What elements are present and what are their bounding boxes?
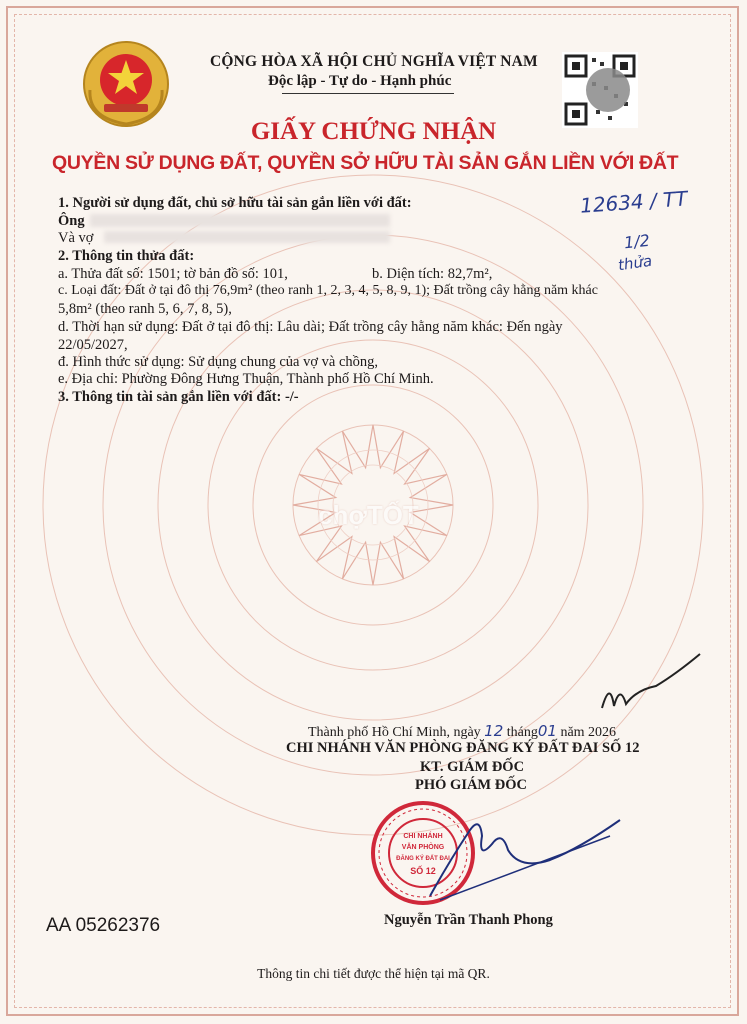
motto-underline: [282, 93, 454, 94]
qr-code-icon[interactable]: [562, 52, 638, 128]
motto-heading: Độc lập - Tự do - Hạnh phúc: [268, 73, 452, 89]
section1-heading: 1. Người sử dụng đất, chủ sở hữu tài sản gắn liền với đất:: [58, 195, 412, 211]
signer-name: Nguyễn Trần Thanh Phong: [384, 912, 553, 928]
footer-note: Thông tin chi tiết được thể hiện tại mã QR.: [257, 966, 490, 981]
section2-heading: 2. Thông tin thửa đất:: [58, 248, 195, 264]
svg-text:VĂN PHÒNG: VĂN PHÒNG: [401, 844, 445, 851]
owner-name-redacted: [90, 214, 390, 227]
office-name: CHI NHÁNH VĂN PHÒNG ĐĂNG KÝ ĐẤT ĐAI SỐ 12: [286, 740, 640, 756]
svg-text:SỐ 12: SỐ 12: [410, 866, 436, 876]
country-heading: CỘNG HÒA XÃ HỘI CHỦ NGHĨA VIỆT NAM: [210, 53, 538, 70]
spouse-name-redacted: [104, 231, 390, 243]
certificate-title: GIẤY CHỨNG NHẬN: [250, 118, 497, 145]
handwritten-number: 12634 / TT: [579, 186, 689, 218]
usage-form: đ. Hình thức sử dụng: Sử dụng chung của vợ và chồng,: [58, 354, 378, 370]
signer-role-1: KT. GIÁM ĐỐC: [420, 759, 525, 775]
parcel-number: a. Thửa đất số: 1501; tờ bản đồ số: 101,: [58, 266, 288, 282]
usage-term-line1: d. Thời hạn sử dụng: Đất ở tại đô thị: Lâu dài; Đất trồng cây hằng năm khác: Đến ngày: [58, 319, 563, 335]
section3-heading: 3. Thông tin tài sản gắn liền với đất: -/-: [58, 389, 299, 405]
usage-term-line2: 22/05/2027,: [58, 337, 128, 353]
watermark-text: chợTỐT: [318, 500, 419, 530]
signing-place-date: Thành phố Hồ Chí Minh, ngày 12 tháng01 năm 2026: [308, 722, 617, 740]
land-type-line2: 5,8m² (theo ranh 5, 6, 7, 8, 5),: [58, 301, 232, 317]
national-emblem-icon: [80, 38, 172, 130]
signer-role-2: PHÓ GIÁM ĐỐC: [415, 777, 527, 793]
handwritten-fraction: 1/2: [623, 230, 651, 253]
parcel-area: b. Diện tích: 82,7m²,: [372, 266, 493, 282]
handwritten-note: thửa: [616, 251, 654, 275]
spouse-prefix: Và vợ: [58, 230, 94, 246]
initial-mark-icon: [596, 650, 706, 720]
land-type-line1: c. Loại đất: Đất ở tại đô thị 76,9m² (theo ranh 1, 2, 3, 4, 5, 8, 9, 1); Đất trồng cây hằng năm khác: [58, 283, 598, 298]
parcel-address: e. Địa chỉ: Phường Đông Hưng Thuận, Thành phố Hồ Chí Minh.: [58, 371, 434, 387]
signature-icon: [410, 800, 630, 910]
serial-number: AA 05262376: [46, 915, 161, 936]
svg-text:ĐĂNG KÝ ĐẤT ĐAI: ĐĂNG KÝ ĐẤT ĐAI: [396, 856, 450, 862]
owner-prefix: Ông: [58, 213, 85, 229]
svg-text:CHI NHÁNH: CHI NHÁNH: [403, 833, 443, 840]
certificate-subtitle: QUYỀN SỬ DỤNG ĐẤT, QUYỀN SỞ HỮU TÀI SẢN GẮN LIỀN VỚI ĐẤT: [52, 152, 679, 174]
